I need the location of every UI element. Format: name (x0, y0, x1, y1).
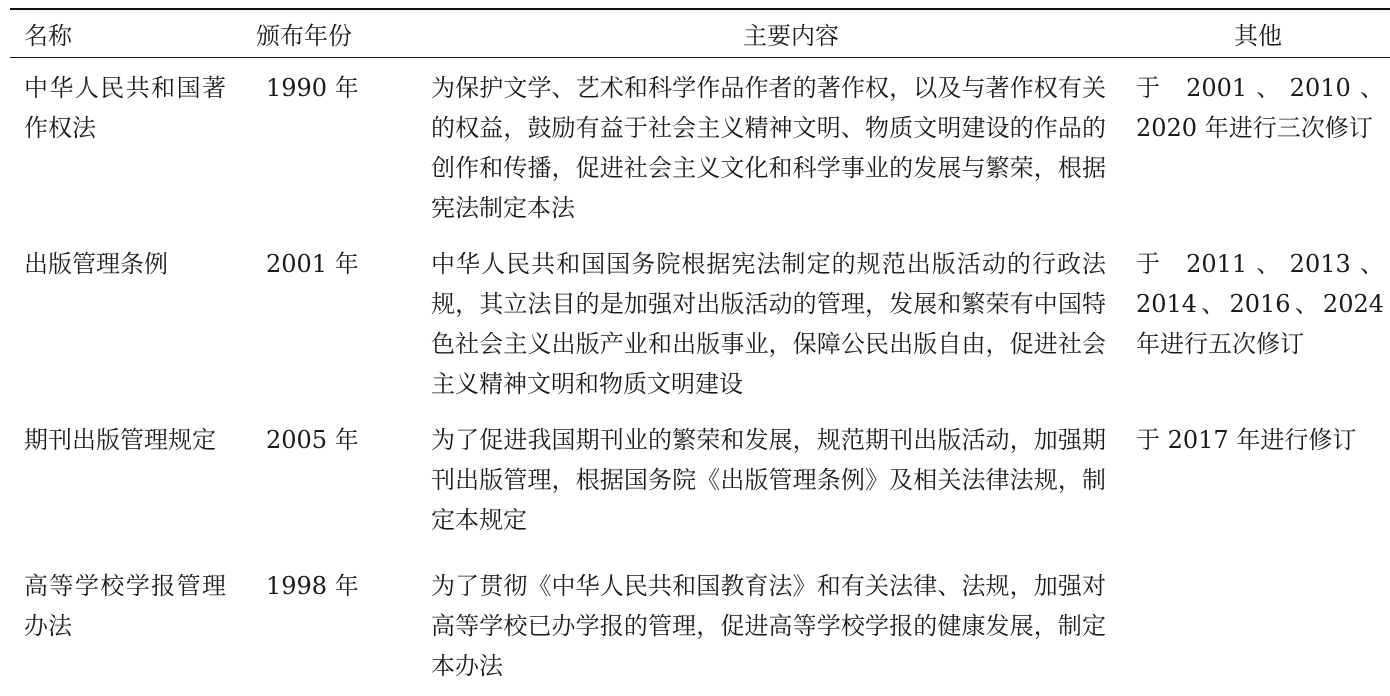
table-row (10, 58, 1390, 239)
name-text: 高等学校学报管理办法 (24, 572, 226, 640)
header-content: 主要内容 (743, 22, 839, 50)
cell-other (1126, 414, 1390, 560)
cell-other (1126, 560, 1390, 696)
table-row (10, 414, 1390, 560)
table-row (10, 560, 1390, 696)
cell-name (10, 414, 234, 560)
cell-name (10, 58, 234, 239)
cell-content (416, 58, 1126, 239)
content-text: 为了贯彻《中华人民共和国教育法》和有关法律、法规，加强对高等学校已办学报的管理，促进高等学校学报的健康发展，制定本办法 (431, 572, 1106, 680)
cell-year: 1998 年 (266, 572, 359, 600)
content-text: 为了促进我国期刊业的繁荣和发展，规范期刊出版活动，加强期刊出版管理，根据国务院《出版管理条例》及相关法律法规，制定本规定 (431, 426, 1106, 534)
content-text: 中华人民共和国国务院根据宪法制定的规范出版活动的行政法规，其立法目的是加强对出版活动的管理，发展和繁荣有中国特色社会主义出版产业和出版事业，保障公民出版自由，促进社会主义精神文明和物质文明建设 (431, 250, 1106, 398)
cell-content (416, 560, 1126, 696)
cell-year: 1990 年 (266, 74, 359, 102)
cell-other (1126, 58, 1390, 239)
other-text: 于 2017 年进行修订 (1136, 426, 1357, 454)
cell-other (1126, 238, 1390, 414)
name-text: 期刊出版管理规定 (24, 426, 216, 454)
regulations-table (10, 8, 1390, 696)
regulations-table-container (10, 8, 1384, 696)
other-text: 于 2011、2013、2014、2016、2024 年进行五次修订 (1136, 250, 1384, 358)
name-text: 中华人民共和国著作权法 (24, 74, 226, 142)
name-text: 出版管理条例 (24, 250, 168, 278)
header-other: 其他 (1234, 22, 1282, 50)
cell-year: 2001 年 (266, 250, 359, 278)
other-text: 于 2001、2010、2020 年进行三次修订 (1136, 74, 1384, 142)
content-text: 为保护文学、艺术和科学作品作者的著作权，以及与著作权有关的权益，鼓励有益于社会主义精神文明、物质文明建设的作品的创作和传播，促进社会主义文化和科学事业的发展与繁荣，根据宪法制定本法 (431, 74, 1106, 222)
cell-content (416, 414, 1126, 560)
header-name: 名称 (24, 22, 72, 50)
cell-name (10, 238, 234, 414)
cell-name (10, 560, 234, 696)
header-year: 颁布年份 (256, 22, 352, 50)
table-row (10, 238, 1390, 414)
cell-year: 2005 年 (266, 426, 359, 454)
cell-content (416, 238, 1126, 414)
table-header-row (10, 9, 1390, 58)
